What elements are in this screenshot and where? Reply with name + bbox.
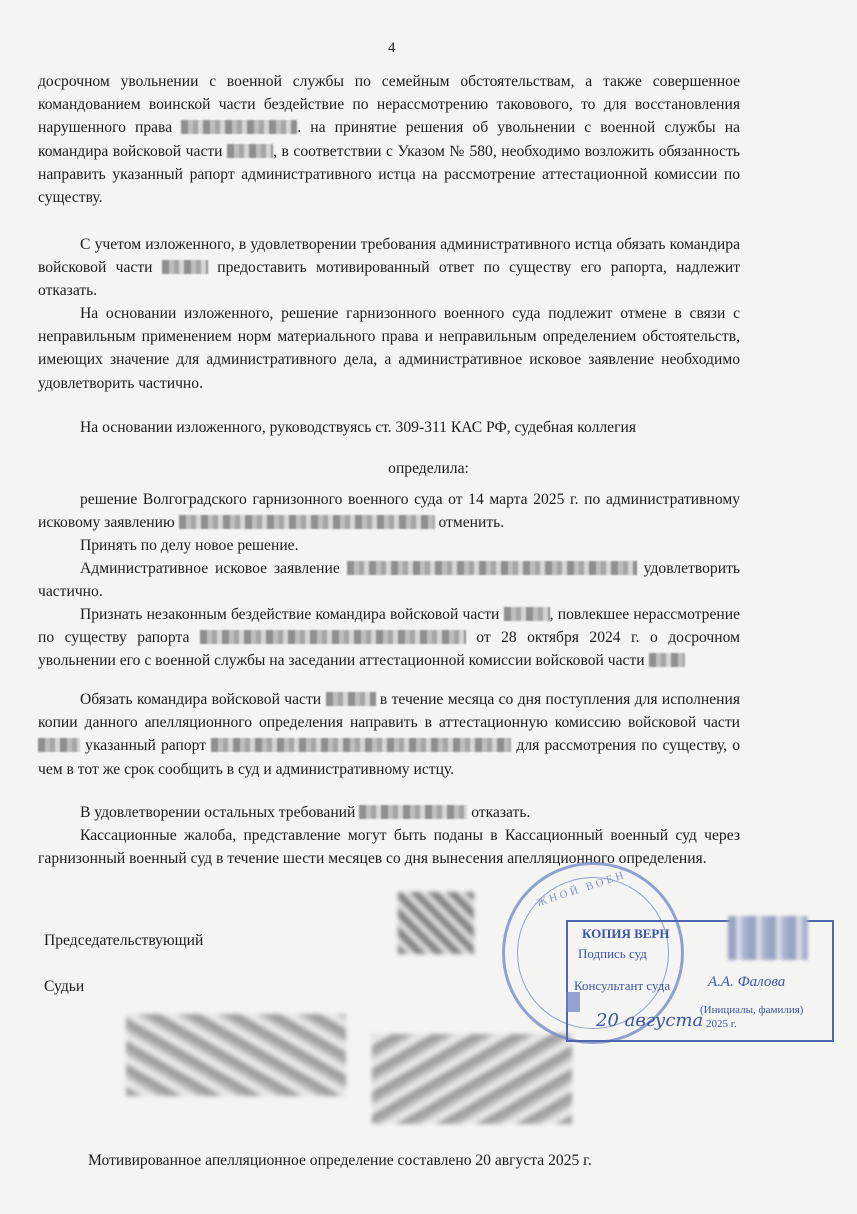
redacted-unit-number bbox=[326, 692, 376, 706]
text-segment: досрочном увольнении с военной службы по семейным обстоятельствам, а также совершенное командованием воинской части бездействие по нерассмотрению таковового, то для восстановления нарушенного права bbox=[38, 73, 740, 137]
text-segment: , в соответствии с Указом № 580, необходимо возложить обязанность направить указанный рапорт административного истца на рассмотрение аттестационной комиссии по существу. bbox=[38, 142, 741, 207]
redacted-stamp-area bbox=[728, 916, 808, 960]
footer-note: Мотивированное апелляционное определение составлено 20 августа 2025 г. bbox=[88, 1152, 592, 1169]
stamp-copy-line: КОПИЯ ВЕРН bbox=[582, 926, 670, 941]
text-segment: для рассмотрения по существу, о чем в тот же срок сообщить в суд и административному истцу. bbox=[38, 737, 740, 778]
paragraph-college: На основании изложенного, руководствуясь ст. 309-311 КАС РФ, судебная коллегия bbox=[80, 419, 636, 436]
text-segment: указанный рапорт bbox=[85, 737, 207, 755]
stamp-year-line: 2025 г. bbox=[706, 1018, 737, 1030]
redacted-name bbox=[359, 805, 467, 819]
redacted-unit-number bbox=[504, 607, 550, 621]
page-number: 4 bbox=[388, 40, 396, 56]
paragraph-inaction bbox=[38, 603, 740, 673]
redacted-name bbox=[181, 120, 297, 134]
paragraph-other-refused bbox=[38, 801, 740, 824]
paragraph-cassation: Кассационные жалоба, представление могут быть поданы в Кассационный военный суд через гарнизонный военный суд в течение шести месяцев со дня вынесения апелляционного определения. bbox=[38, 827, 740, 868]
redacted-signature bbox=[372, 1034, 572, 1124]
paragraph-obligation bbox=[38, 688, 740, 781]
redacted-unit-number bbox=[227, 144, 273, 158]
text-segment: С учетом изложенного, в удовлетворении требования административного истца обязать командира войсковой части bbox=[38, 236, 740, 277]
text-segment: отменить. bbox=[438, 514, 505, 532]
stamp-signature-line: Подпись суд bbox=[578, 946, 647, 961]
redacted-unit-number bbox=[38, 738, 80, 752]
text-segment: Обязать командира войсковой части bbox=[80, 691, 322, 708]
text-segment: В удовлетворении остальных требований bbox=[80, 804, 356, 821]
text-segment: предоставить мотивированный ответ по существу его рапорта, надлежит отказать. bbox=[38, 259, 741, 300]
handwritten-signature: А.А. Фалова bbox=[708, 974, 786, 990]
redacted-unit-number bbox=[162, 260, 208, 274]
text-segment: удовлетворить частично. bbox=[38, 560, 740, 601]
stamp-consultant-line: Консультант суда bbox=[574, 978, 671, 993]
text-segment: , повлекшее нерассмотрение по существу рапорта bbox=[38, 606, 741, 647]
presiding-label: Председательствующий bbox=[44, 932, 204, 949]
redacted-name bbox=[211, 738, 511, 752]
text-segment: Признать незаконным бездействие командира войсковой части bbox=[80, 606, 500, 623]
text-segment: решение Волгоградского гарнизонного военного суда от 14 марта 2025 г. по административному исковому заявлению bbox=[38, 491, 740, 532]
decided-heading: определила: bbox=[388, 460, 469, 477]
text-segment: в течение месяца со дня поступления для исполнения копии данного апелляционного определения направить в аттестационную комиссию войсковой части bbox=[38, 691, 741, 732]
redacted-stamp-area bbox=[566, 992, 580, 1012]
handwritten-date: 20 августа bbox=[596, 1010, 704, 1031]
paragraph-grounds: На основании изложенного, решение гарнизонного военного суда подлежит отмене в связи с неправильным применением норм материального права и неправильным определением обстоятельств, имеющих значение для административного дела, а административное исковое заявление необходимо удовлетворить частично. bbox=[38, 305, 740, 392]
redacted-unit-number bbox=[649, 653, 685, 667]
text-segment: Административное исковое заявление bbox=[80, 560, 340, 577]
paragraph-new-decision: Принять по делу новое решение. bbox=[80, 537, 299, 554]
redacted-signature bbox=[126, 1014, 346, 1096]
paragraph-reasoning bbox=[38, 70, 740, 209]
redacted-name bbox=[179, 515, 435, 529]
redacted-name bbox=[347, 561, 637, 575]
judges-label: Судьи bbox=[44, 978, 85, 995]
seal-ring-text: ЖНОЙ ВОЕН bbox=[535, 868, 628, 910]
text-segment: . на принятие решения об увольнении с военной службы на командира войсковой части bbox=[38, 119, 740, 160]
stamp-initials-line: (Инициалы, фамилия) bbox=[700, 1004, 804, 1016]
paragraph-refusal bbox=[38, 233, 740, 303]
text-segment: отказать. bbox=[471, 804, 531, 821]
redacted-signature bbox=[398, 892, 474, 954]
paragraph-satisfy bbox=[38, 557, 740, 603]
copy-certification-stamp bbox=[566, 920, 834, 1042]
text-segment: от 28 октября 2024 г. о досрочном увольнении его с военной службы на заседании аттестационной комиссии войсковой части bbox=[38, 629, 740, 670]
paragraph-cancel bbox=[38, 488, 740, 534]
redacted-name bbox=[200, 630, 466, 644]
